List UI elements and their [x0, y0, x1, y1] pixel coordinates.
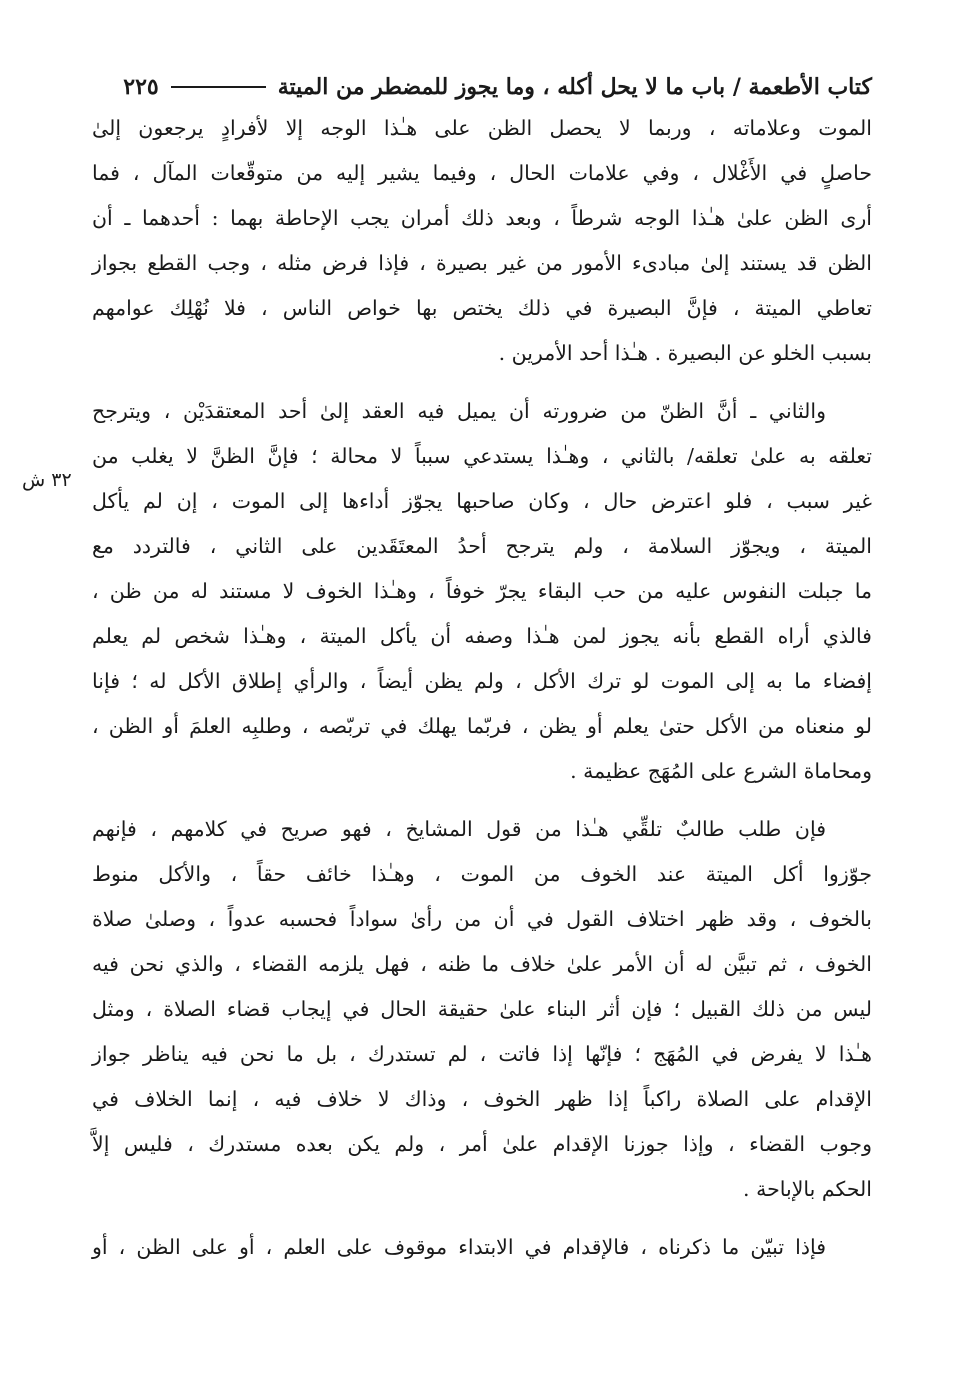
text-line: الظن قد يستند إلىٰ مبادىء الأمور من غير بصيرة ، فإذا فرض مثله ، وجب القطع بجواز — [92, 251, 872, 275]
text-line: لو منعناه من الأكل حتىٰ يعلم أو يظن ، فربّما يهلك في تربّصه ، وطلبِه العلمَ أو الظن ، — [92, 714, 872, 738]
text-line: الإقدام على الصلاة راكباً إذا ظهر الخوف ، وذاك لا خلاف فيه ، إنما الخلاف في — [92, 1087, 872, 1111]
paragraph-3 — [92, 807, 872, 1212]
header-rule — [171, 86, 266, 88]
text-line: أرى الظن علىٰ هـٰذا الوجه شرطاً ، وبعد ذلك أمران يجب الإحاطة بهما : أحدهما ـ أن — [92, 206, 872, 230]
text-line: تعلقه به علىٰ تعلقه/ بالثاني ، وهـٰذا يستدعي سبباً لا محالة ؛ فإنَّ الظنَّ لا يغلب من — [92, 444, 872, 468]
text-line: الخوف ، ثم تبيَّن له أن الأمر علىٰ خلاف ما ظنه ، فهل يلزمه القضاء ، والذي نحن فيه — [92, 952, 872, 976]
text-line: الميتة ، ويجوّز السلامة ، ولم يترجح أحدُ المعتَقَدين على الثاني ، فالتردد مع — [92, 534, 872, 558]
text-line: والثاني ـ أنَّ الظنّ من ضرورته أن يميل فيه العقد إلىٰ أحد المعتقدَيْن ، ويترجح — [92, 399, 826, 423]
text-line: بالخوف ، وقد ظهر اختلاف القول في أن من رأىٰ سواداً فحسبه عدواً ، وصلىٰ صلاة — [92, 907, 872, 931]
text-line: وجوب القضاء ، وإذا جوزنا الإقدام علىٰ أمر ، ولم يكن بعده مستدرك ، فليس إلاَّ — [92, 1132, 872, 1156]
paragraph-2 — [92, 389, 872, 794]
paragraph-gap — [92, 1212, 872, 1225]
text-line: الموت وعلاماته ، وربما لا يحصل الظن على هـٰذا الوجه إلا لأفرادٍ يرجعون إلىٰ — [92, 116, 872, 140]
text-line: بسبب الخلو عن البصيرة . هـٰذا أحد الأمرين . — [498, 341, 872, 365]
text-line: هـٰذا لا يفرض في المُهَج ؛ فإنّها إذا فاتت ، لم تستدرك ، بل ما نحن فيه يناظر جواز — [92, 1042, 872, 1066]
text-line: حاصلٍ في الأَغْلال ، وفي علامات الحال ، وفيما يشير إليه من متوقّعات المآل ، فما — [92, 161, 872, 185]
page-number: ٢٢٥ — [123, 74, 159, 100]
text-line: جوّزوا أكل الميتة عند الخوف من الموت ، وهـٰذا خائف حقاً ، والأكل منوط — [92, 862, 872, 886]
text-line: الحكم بالإباحة . — [743, 1177, 872, 1201]
text-line: ليس من ذلك القبيل ؛ فإن أثر البناء علىٰ حقيقة الحال في إيجاب قضاء الصلاة ، ومثل — [92, 997, 872, 1021]
text-line: ومحاماة الشرع على المُهَج عظيمة . — [570, 759, 872, 783]
text-line: تعاطي الميتة ، فإنَّ البصيرة في ذلك يختص بها خواص الناس ، فلا نُهْلِك عوامهم — [92, 296, 872, 320]
paragraph-gap — [92, 376, 872, 389]
text-line: فالذي أراه القطع بأنه يجوز لمن هـٰذا وصفه أن يأكل الميتة ، وهـٰذا شخص لم يعلم — [92, 624, 872, 648]
text-line: غير سبب ، فلو اعترض حال ، وكان صاحبها يجوّز أداءها إلى الموت ، إن لم يأكل — [92, 489, 872, 513]
text-line: فإن طلب طالبٌ تلقِّي هـٰذا من قول المشايخ ، فهو صريح في كلامهم ، فإنهم — [92, 817, 826, 841]
text-line: فإذا تبيّن ما ذكرناه ، فالإقدام في الابتداء موقوف على العلم ، أو على الظن ، أو — [92, 1235, 826, 1259]
paragraph-1 — [92, 106, 872, 376]
paragraph-4 — [92, 1225, 872, 1270]
book-page — [92, 68, 872, 1270]
text-line: إفضاء ما به إلى الموت لو ترك الأكل ، ولم يظن أيضاً ، والرأي إطلاق الأكل له ؛ فإنا — [92, 669, 872, 693]
paragraph-gap — [92, 794, 872, 807]
margin-manuscript-note: ٣٢ ش — [22, 469, 72, 491]
text-line: ما جبلت النفوس عليه من حب البقاء يجرّ خوفاً ، وهـٰذا الخوف لا مستند له من ظن ، — [92, 579, 872, 603]
running-header — [92, 68, 872, 106]
header-title: كتاب الأطعمة / باب ما لا يحل أكله ، وما يجوز للمضطر من الميتة — [277, 74, 872, 100]
